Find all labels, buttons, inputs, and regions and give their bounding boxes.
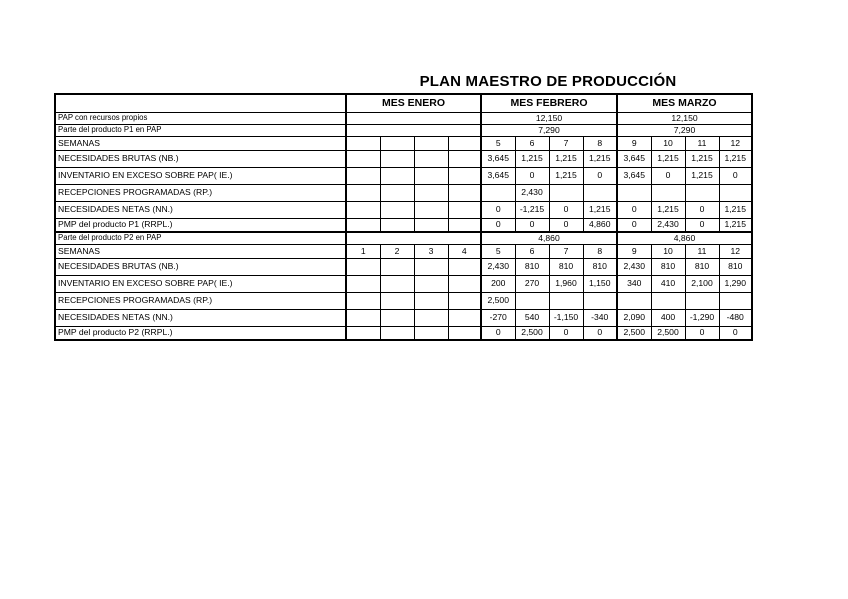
week-cell [448, 150, 481, 167]
week-cell [617, 184, 651, 201]
week-cell [414, 201, 448, 218]
week-cell: 0 [719, 326, 752, 340]
month-value-cell: 7,290 [481, 124, 617, 136]
week-cell: 8 [583, 244, 617, 258]
week-cell: 1,215 [549, 167, 583, 184]
week-cell: 11 [685, 136, 719, 150]
week-cell: 12 [719, 244, 752, 258]
table-row [55, 124, 752, 136]
table-row [55, 292, 752, 309]
week-cell [380, 292, 414, 309]
table-row [55, 184, 752, 201]
week-cell: 2,430 [651, 218, 685, 232]
week-cell: 3,645 [617, 167, 651, 184]
week-cell: 540 [515, 309, 549, 326]
week-cell: 810 [651, 258, 685, 275]
table-row [55, 258, 752, 275]
week-cell [414, 218, 448, 232]
week-cell [448, 218, 481, 232]
week-cell: 10 [651, 244, 685, 258]
row-label: INVENTARIO EN EXCESO SOBRE PAP( IE.) [55, 167, 346, 184]
row-label: Parte del producto P2 en PAP [55, 232, 346, 244]
week-cell: 2,100 [685, 275, 719, 292]
table-row [55, 112, 752, 124]
week-cell [346, 292, 380, 309]
week-cell: 5 [481, 136, 515, 150]
week-cell [583, 184, 617, 201]
week-cell [380, 309, 414, 326]
week-cell [448, 275, 481, 292]
week-cell: 0 [481, 201, 515, 218]
week-cell: 0 [515, 218, 549, 232]
week-cell: 6 [515, 136, 549, 150]
week-cell [448, 292, 481, 309]
row-label: NECESIDADES NETAS (NN.) [55, 201, 346, 218]
month-header-enero: MES ENERO [346, 94, 481, 112]
week-cell: 340 [617, 275, 651, 292]
week-cell [448, 167, 481, 184]
week-cell: 7 [549, 244, 583, 258]
row-label: INVENTARIO EN EXCESO SOBRE PAP( IE.) [55, 275, 346, 292]
row-label: RECEPCIONES PROGRAMADAS (RP.) [55, 184, 346, 201]
week-cell [346, 218, 380, 232]
week-cell [515, 292, 549, 309]
week-cell [414, 167, 448, 184]
week-cell [448, 184, 481, 201]
table-row [55, 275, 752, 292]
week-cell: 1,215 [719, 218, 752, 232]
week-cell [448, 201, 481, 218]
row-label: NECESIDADES BRUTAS (NB.) [55, 258, 346, 275]
week-cell: 0 [651, 167, 685, 184]
week-cell: 8 [583, 136, 617, 150]
week-cell: 2 [380, 244, 414, 258]
row-label: PAP con recursos propios [55, 112, 346, 124]
table-row [55, 309, 752, 326]
table-row [55, 326, 752, 340]
week-cell: 0 [617, 201, 651, 218]
week-cell [346, 326, 380, 340]
table-row [55, 244, 752, 258]
month-header-marzo: MES MARZO [617, 94, 752, 112]
table-row [55, 218, 752, 232]
week-cell: 4 [448, 244, 481, 258]
week-cell: 1,150 [583, 275, 617, 292]
month-value-cell: 7,290 [617, 124, 752, 136]
row-label: SEMANAS [55, 244, 346, 258]
month-value-cell [346, 232, 481, 244]
production-plan-table [54, 93, 753, 341]
week-cell: -340 [583, 309, 617, 326]
week-cell [651, 184, 685, 201]
week-cell: 810 [515, 258, 549, 275]
week-cell: -1,215 [515, 201, 549, 218]
week-cell: -1,290 [685, 309, 719, 326]
week-cell [346, 167, 380, 184]
week-cell: 2,430 [481, 258, 515, 275]
week-cell: 0 [549, 218, 583, 232]
row-label: Parte del producto P1 en PAP [55, 124, 346, 136]
week-cell: 200 [481, 275, 515, 292]
week-cell: 9 [617, 244, 651, 258]
month-value-cell: 4,860 [481, 232, 617, 244]
week-cell [380, 136, 414, 150]
week-cell [380, 326, 414, 340]
week-cell: 400 [651, 309, 685, 326]
table-row [55, 167, 752, 184]
week-cell [448, 326, 481, 340]
month-value-cell [346, 112, 481, 124]
week-cell: 1,215 [583, 201, 617, 218]
week-cell: 1,215 [719, 201, 752, 218]
week-cell: 1,215 [549, 150, 583, 167]
week-cell: 0 [719, 167, 752, 184]
week-cell: 2,500 [515, 326, 549, 340]
week-cell [719, 292, 752, 309]
week-cell: 3,645 [481, 167, 515, 184]
row-label: NECESIDADES NETAS (NN.) [55, 309, 346, 326]
week-cell: 0 [481, 218, 515, 232]
week-cell [380, 275, 414, 292]
week-cell: 1 [346, 244, 380, 258]
week-cell [583, 292, 617, 309]
month-value-cell [346, 124, 481, 136]
week-cell: 1,215 [719, 150, 752, 167]
week-cell: 6 [515, 244, 549, 258]
week-cell [414, 184, 448, 201]
row-label: RECEPCIONES PROGRAMADAS (RP.) [55, 292, 346, 309]
week-cell: 1,215 [583, 150, 617, 167]
week-cell: 1,215 [651, 150, 685, 167]
week-cell: 0 [549, 201, 583, 218]
week-cell [719, 184, 752, 201]
week-cell: 0 [481, 326, 515, 340]
row-label: PMP del producto P1 (RRPL.) [55, 218, 346, 232]
week-cell: 4,860 [583, 218, 617, 232]
week-cell: 9 [617, 136, 651, 150]
week-cell [549, 184, 583, 201]
week-cell: 12 [719, 136, 752, 150]
week-cell [685, 292, 719, 309]
week-cell: 270 [515, 275, 549, 292]
table-row [55, 201, 752, 218]
week-cell [346, 258, 380, 275]
table-row [55, 136, 752, 150]
month-value-cell: 4,860 [617, 232, 752, 244]
week-cell: 1,290 [719, 275, 752, 292]
month-header-febrero: MES FEBRERO [481, 94, 617, 112]
week-cell: 3,645 [617, 150, 651, 167]
week-cell: 2,430 [617, 258, 651, 275]
month-value-cell: 12,150 [481, 112, 617, 124]
week-cell [346, 275, 380, 292]
week-cell: 0 [583, 167, 617, 184]
week-cell: 810 [685, 258, 719, 275]
week-cell [448, 258, 481, 275]
week-cell: 0 [685, 326, 719, 340]
week-cell [414, 136, 448, 150]
table-row [55, 232, 752, 244]
week-cell: 7 [549, 136, 583, 150]
week-cell: 1,215 [685, 167, 719, 184]
week-cell: 2,500 [651, 326, 685, 340]
week-cell: 810 [583, 258, 617, 275]
row-label: NECESIDADES BRUTAS (NB.) [55, 150, 346, 167]
week-cell [481, 184, 515, 201]
header-blank-cell [55, 94, 346, 112]
week-cell: 1,215 [515, 150, 549, 167]
row-label: PMP del producto P2 (RRPL.) [55, 326, 346, 340]
week-cell: -480 [719, 309, 752, 326]
week-cell [414, 326, 448, 340]
week-cell [380, 218, 414, 232]
week-cell [380, 201, 414, 218]
week-cell: 11 [685, 244, 719, 258]
week-cell: 2,090 [617, 309, 651, 326]
week-cell: 810 [719, 258, 752, 275]
week-cell: -270 [481, 309, 515, 326]
month-value-cell: 12,150 [617, 112, 752, 124]
week-cell: 2,500 [481, 292, 515, 309]
week-cell: 2,430 [515, 184, 549, 201]
week-cell [346, 150, 380, 167]
week-cell: 0 [549, 326, 583, 340]
week-cell: 810 [549, 258, 583, 275]
week-cell [448, 136, 481, 150]
week-cell: 1,215 [651, 201, 685, 218]
week-cell: 3 [414, 244, 448, 258]
week-cell: 2,500 [617, 326, 651, 340]
week-cell: -1,150 [549, 309, 583, 326]
week-cell [346, 184, 380, 201]
week-cell: 5 [481, 244, 515, 258]
row-label: SEMANAS [55, 136, 346, 150]
week-cell [549, 292, 583, 309]
week-cell: 1,960 [549, 275, 583, 292]
week-cell [380, 184, 414, 201]
week-cell [380, 167, 414, 184]
week-cell: 0 [583, 326, 617, 340]
week-cell [448, 309, 481, 326]
week-cell [346, 201, 380, 218]
week-cell: 0 [685, 201, 719, 218]
table-row [55, 150, 752, 167]
week-cell: 3,645 [481, 150, 515, 167]
week-cell: 0 [685, 218, 719, 232]
week-cell [414, 275, 448, 292]
week-cell: 0 [617, 218, 651, 232]
week-cell: 0 [515, 167, 549, 184]
week-cell [414, 292, 448, 309]
week-cell [414, 309, 448, 326]
week-cell [346, 136, 380, 150]
week-cell [414, 150, 448, 167]
week-cell [380, 258, 414, 275]
page-title: PLAN MAESTRO DE PRODUCCIÓN [419, 73, 677, 90]
week-cell [651, 292, 685, 309]
week-cell [617, 292, 651, 309]
week-cell: 1,215 [685, 150, 719, 167]
month-header-row [55, 94, 752, 112]
week-cell: 410 [651, 275, 685, 292]
week-cell [414, 258, 448, 275]
week-cell [685, 184, 719, 201]
week-cell: 10 [651, 136, 685, 150]
week-cell [346, 309, 380, 326]
week-cell [380, 150, 414, 167]
